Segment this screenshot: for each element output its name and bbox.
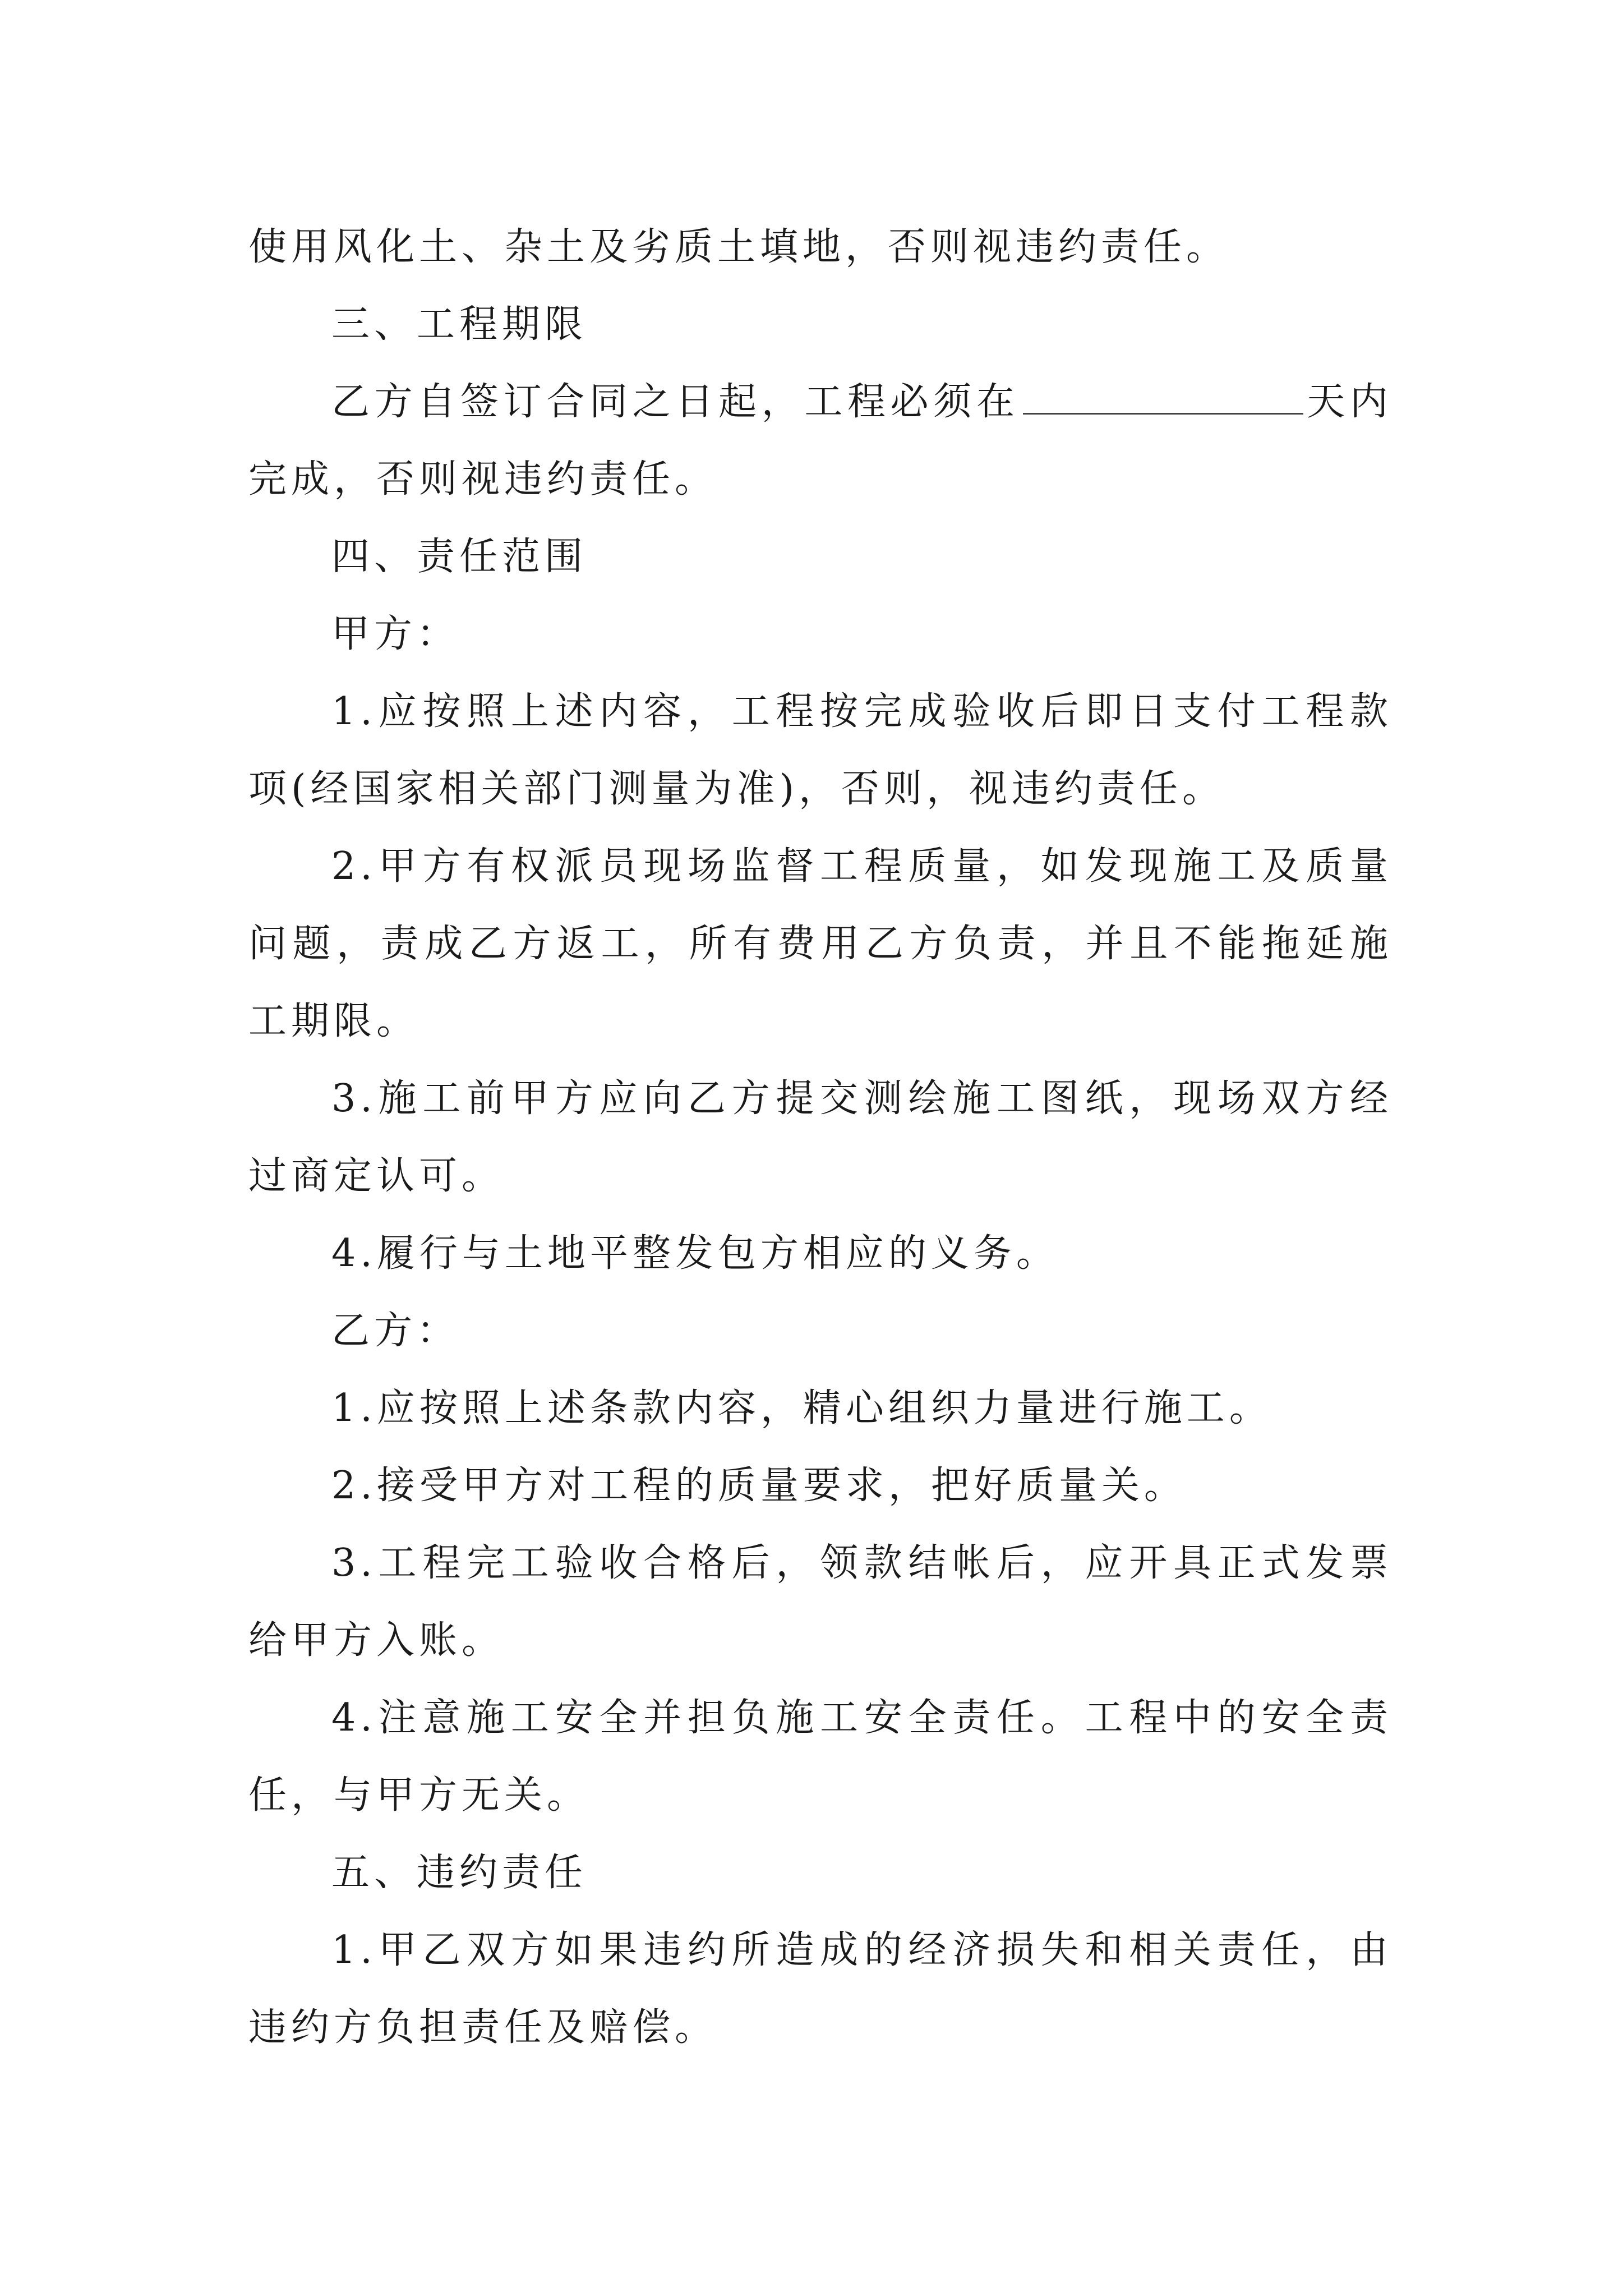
party-b-item-4: 4.注意施工安全并担负施工安全责任。工程中的安全责任，与甲方无关。 (248, 1696, 1393, 1818)
party-b-item-3: 3.工程完工验收合格后，领款结帐后，应开具正式发票给甲方入账。 (248, 1541, 1393, 1663)
party-b-label: 乙方： (331, 1309, 460, 1353)
section-heading-project-period: 三、工程期限 (331, 302, 588, 347)
breach-item-1: 1.甲乙双方如果违约所造成的经济损失和相关责任，由违约方负担责任及赔偿。 (248, 1928, 1393, 2050)
party-a-label: 甲方： (331, 612, 460, 656)
party-a-item-3: 3.施工前甲方应向乙方提交测绘施工图纸，现场双方经过商定认可。 (248, 1076, 1393, 1198)
paragraph-text-after-blank: 天内完成，否则视违约责任。 (248, 380, 1393, 501)
party-a-item-4: 4.履行与土地平整发包方相应的义务。 (331, 1231, 1059, 1276)
fill-in-blank-days (1023, 379, 1303, 415)
party-a-item-1: 1.应按照上述内容，工程按完成验收后即日支付工程款项(经国家相关部门测量为准)，否则，视违约责任。 (248, 689, 1393, 811)
section-heading-scope-of-responsibility: 四、责任范围 (331, 535, 588, 579)
paragraph-continuation: 使用风化土、杂土及劣质土填地，否则视违约责任。 (248, 225, 1229, 269)
paragraph-text: 乙方自签订合同之日起，工程必须在 (331, 380, 1020, 424)
document-body (248, 209, 1393, 2067)
party-a-item-2: 2.甲方有权派员现场监督工程质量，如发现施工及质量问题，责成乙方返工，所有费用乙方负责，并且不能拖延施工期限。 (248, 844, 1393, 1043)
paragraph-project-period (248, 364, 1393, 518)
section-heading-breach-liability: 五、违约责任 (331, 1851, 588, 1895)
party-b-item-2: 2.接受甲方对工程的质量要求，把好质量关。 (331, 1464, 1187, 1508)
party-b-item-1: 1.应按照上述条款内容，精心组织力量进行施工。 (331, 1386, 1272, 1430)
